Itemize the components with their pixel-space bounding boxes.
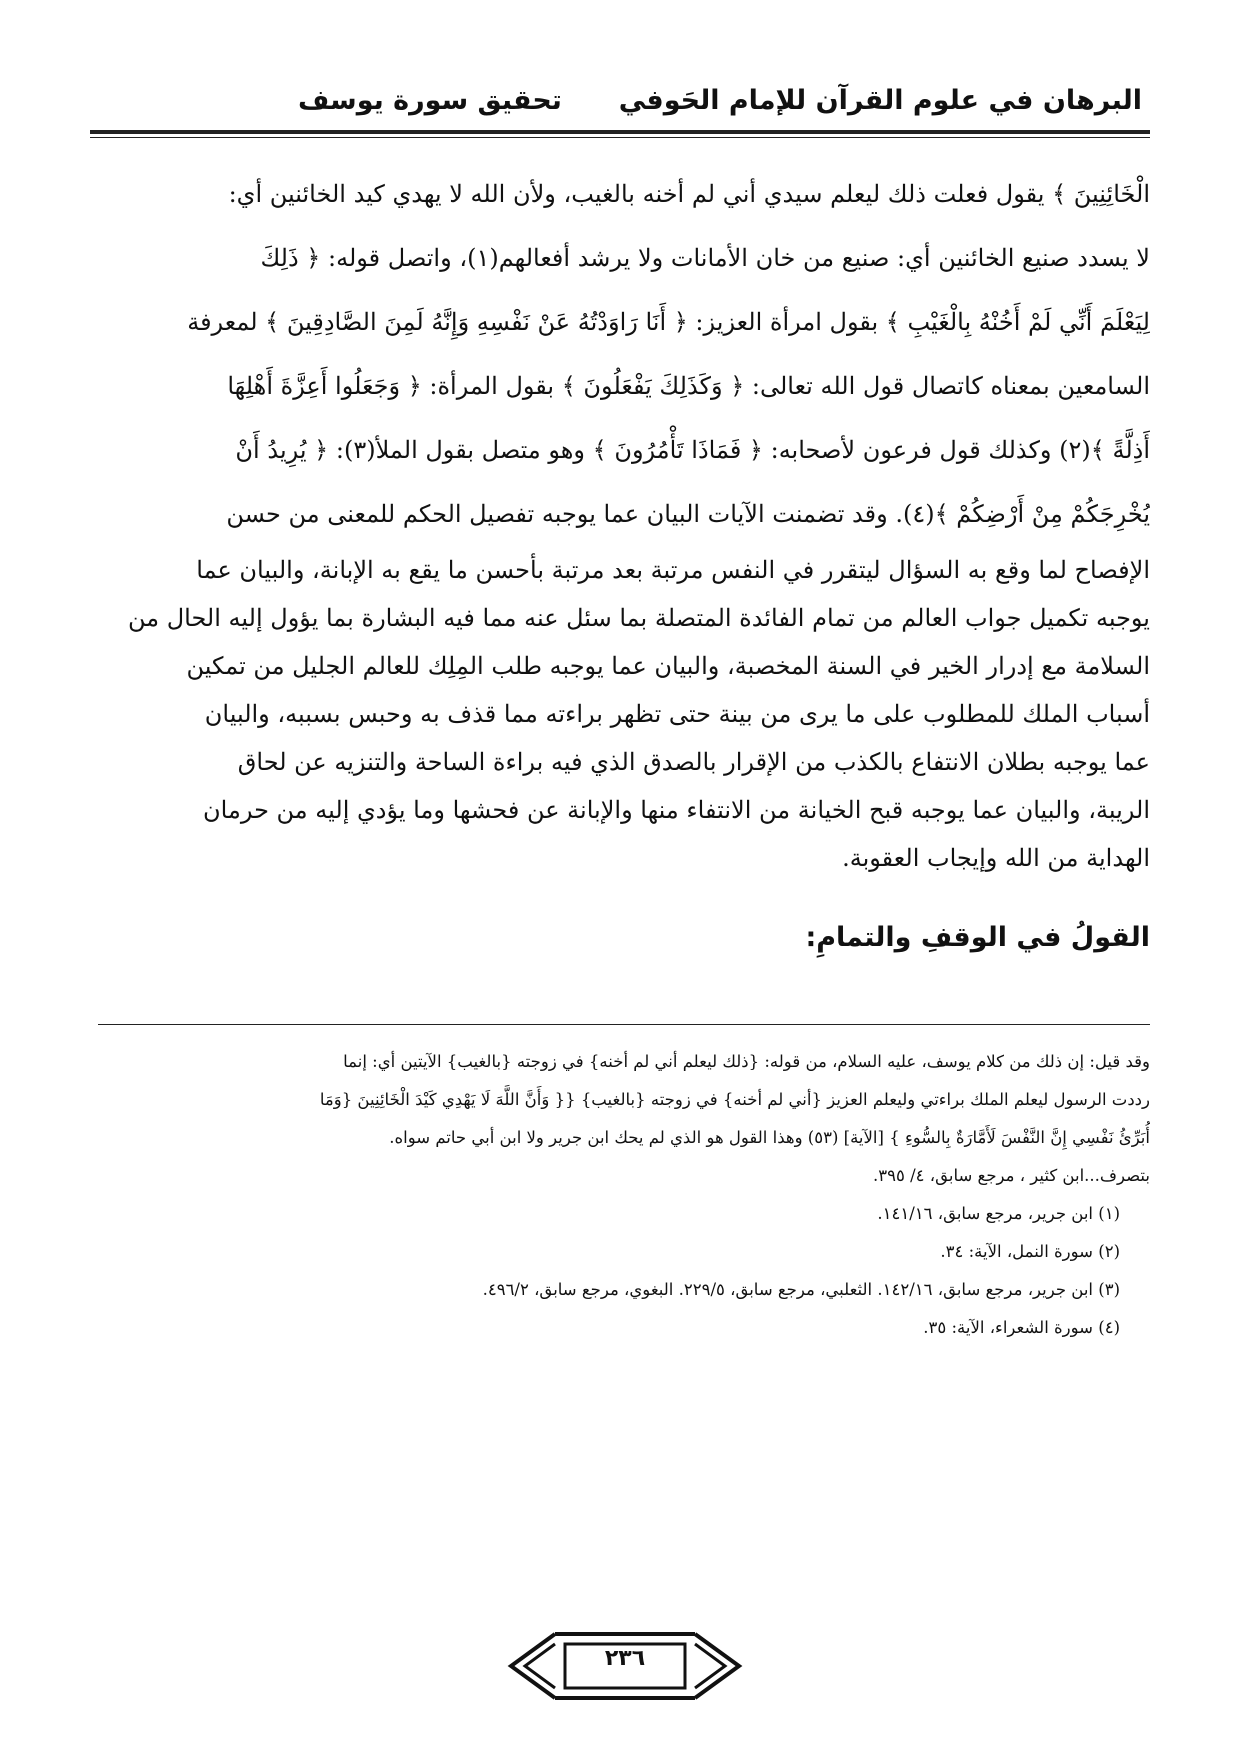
book-title: البرهان في علوم القرآن للإمام الحَوفي: [618, 85, 1142, 116]
body-line: يوجبه تكميل جواب العالم من تمام الفائدة المتصلة بما سئل عنه مما فيه البشارة بما يؤول إليه الحال من: [127, 604, 1150, 632]
body-line: عما يوجبه بطلان الانتفاع بالكذب من الإقرار بالصدق الذي فيه براءة الساحة والتنزيه عن لحاق: [237, 748, 1150, 776]
body-line: السلامة مع إدرار الخير في السنة المخصبة، والبيان عما يوجبه طلب المِلِك للعالم الجليل من تمكين: [186, 652, 1150, 680]
section-heading: القولُ في الوقفِ والتمامِ:: [805, 922, 1150, 953]
body-line: لِيَعْلَمَ أَنِّي لَمْ أَخُنْهُ بِالْغَيْبِ ﴾ بقول امرأة العزيز: ﴿ أَنَا رَاوَدْتُهُ عَنْ نَفْسِهِ وَإِنَّهُ لَمِنَ الصَّادِقِينَ ﴾ لمعرفة: [187, 308, 1150, 336]
footnote-item: (١) ابن جرير، مرجع سابق، ١٤١/١٦.: [877, 1204, 1120, 1223]
body-line: الريبة، والبيان عما يوجبه قبح الخيانة من الانتفاء منها والإبانة عن فحشها وما يؤدي إليه من حرمان: [203, 796, 1150, 824]
section-title: تحقيق سورة يوسف: [298, 85, 562, 116]
footnote-item: (٢) سورة النمل، الآية: ٣٤.: [940, 1242, 1120, 1261]
footnote-line: رددت الرسول ليعلم الملك براءتي وليعلم العزيز {أني لم أخنه} في زوجته {بالغيب} {{ وَأَنَّ اللَّهَ لَا يَهْدِي كَيْدَ الْخَائِنِينَ {وَمَا: [319, 1090, 1150, 1109]
footnotes: [90, 1043, 1150, 1347]
body-line: السامعين بمعناه كاتصال قول الله تعالى: ﴿ وَكَذَلِكَ يَفْعَلُونَ ﴾ بقول المرأة: ﴿ وَجَعَلُوا أَعِزَّةَ أَهْلِهَا: [227, 372, 1150, 400]
body-line: لا يسدد صنيع الخائنين أي: صنيع من خان الأمانات ولا يرشد أفعالهم(١)، واتصل قوله: ﴿ ذَلِكَ: [260, 244, 1150, 272]
running-header: [90, 60, 1150, 116]
body-line: أَذِلَّةً ﴾(٢) وكذلك قول فرعون لأصحابه: ﴿ فَمَاذَا تَأْمُرُونَ ﴾ وهو متصل بقول الملأ(٣): ﴿ يُرِيدُ أَنْ: [235, 436, 1150, 464]
body-text: [90, 162, 1150, 882]
footnote-item: (٤) سورة الشعراء، الآية: ٣٥.: [923, 1318, 1120, 1337]
footnote-line: بتصرف...ابن كثير ، مرجع سابق، ٤/ ٣٩٥.: [872, 1166, 1150, 1185]
body-line: الإفصاح لما وقع به السؤال ليتقرر في النفس مرتبة بعد مرتبة بأحسن ما يقع به الإبانة، والبيان عما: [196, 556, 1150, 584]
header-rule-thin: [90, 137, 1150, 138]
page: [90, 60, 1150, 1347]
footnote-line: وقد قيل: إن ذلك من كلام يوسف، عليه السلام، من قوله: {ذلك ليعلم أني لم أخنه} في زوجته {بالغيب} الآيتين أي: إنما: [343, 1052, 1150, 1071]
body-line: الْخَائِنِينَ ﴾ يقول فعلت ذلك ليعلم سيدي أني لم أخنه بالغيب، ولأن الله لا يهدي كيد الخائنين أي:: [228, 180, 1150, 208]
footnote-line: أُبَرِّئُ نَفْسِي إِنَّ النَّفْسَ لَأَمَّارَةٌ بِالسُّوءِ } [الآية] (٥٣) وهذا القول هو الذي لم يحك ابن جرير ولا ابن أبي حاتم سواه.: [389, 1128, 1150, 1147]
body-line: الهداية من الله وإيجاب العقوبة.: [842, 844, 1150, 872]
header-rule-thick: [90, 130, 1150, 134]
footnote-separator: [98, 1024, 1150, 1025]
page-number-ornament: [505, 1630, 745, 1702]
body-line: يُخْرِجَكُمْ مِنْ أَرْضِكُمْ ﴾(٤). وقد تضمنت الآيات البيان عما يوجبه تفصيل الحكم للمعنى من حسن: [226, 500, 1150, 528]
page-number: ٢٣٦: [604, 1646, 646, 1671]
body-line: أسباب الملك للمطلوب على ما يرى من بينة حتى تظهر براءته مما قذف به وحبس بسببه، والبيان: [204, 700, 1150, 728]
footnote-item: (٣) ابن جرير، مرجع سابق، ١٤٢/١٦. الثعلبي، مرجع سابق، ٢٢٩/٥. البغوي، مرجع سابق، ٤٩٦/٢.: [482, 1280, 1120, 1299]
